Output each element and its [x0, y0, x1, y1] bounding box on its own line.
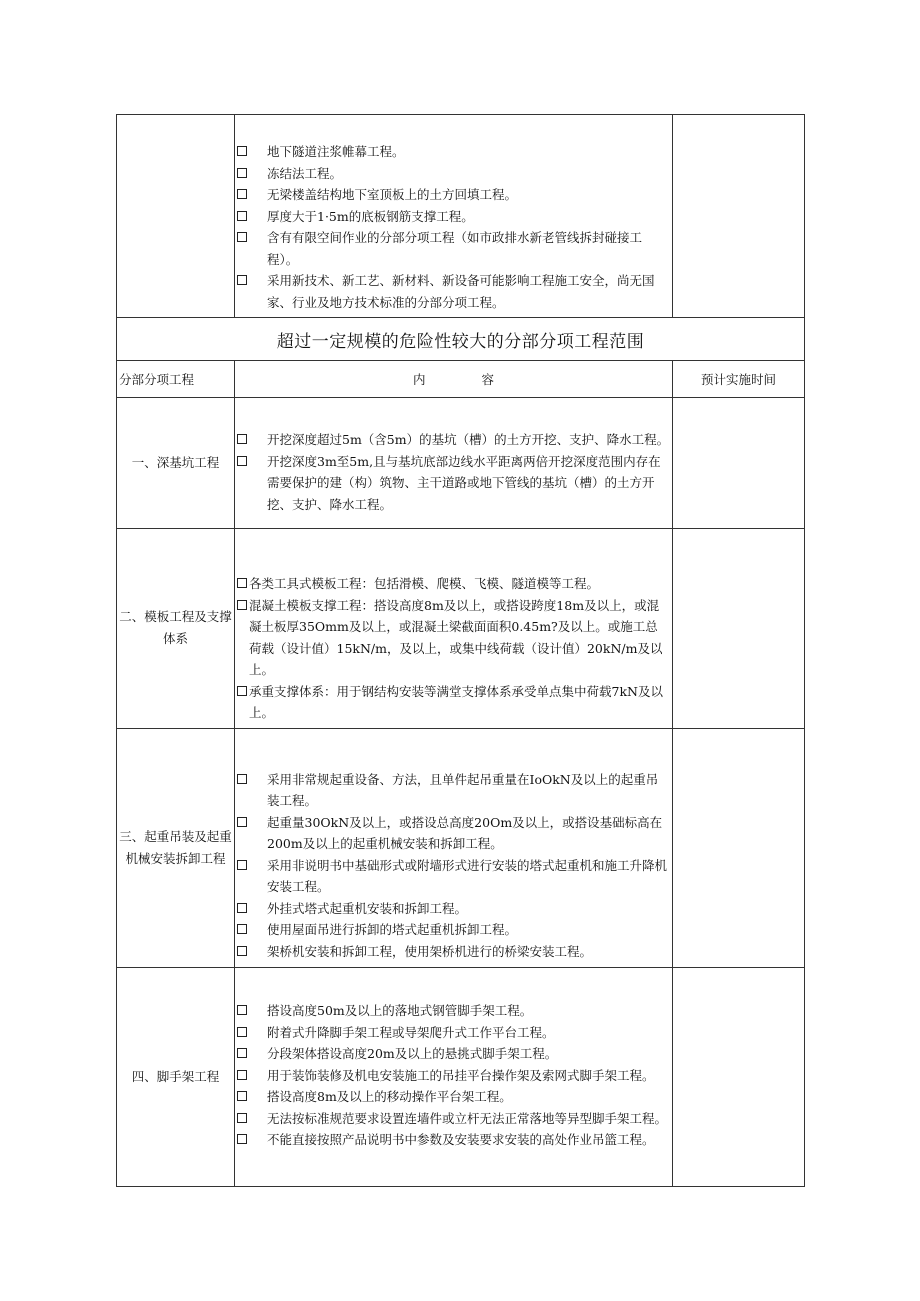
checkbox[interactable]	[237, 578, 247, 588]
time-cell[interactable]	[673, 728, 805, 967]
category-item-list	[235, 529, 672, 728]
checkbox[interactable]	[237, 1113, 247, 1123]
section-title: 超过一定规模的危险性较大的分部分项工程范围	[117, 318, 805, 361]
section-title-row	[117, 318, 805, 361]
continuation-row	[117, 115, 805, 318]
list-item[interactable]: 分段架体搭设高度20m及以上的悬挑式脚手架工程。	[237, 1043, 670, 1065]
category-name: 一、深基坑工程	[117, 398, 235, 529]
checkbox[interactable]	[237, 1091, 247, 1101]
checkbox[interactable]	[237, 817, 247, 827]
continuation-items-cell	[235, 115, 673, 318]
continuation-time-cell[interactable]	[673, 115, 805, 318]
category-row-formwork	[117, 529, 805, 729]
checkbox[interactable]	[237, 686, 247, 696]
category-row-lifting	[117, 728, 805, 967]
checkbox[interactable]	[237, 189, 247, 199]
category-name: 三、起重吊装及起重机械安装拆卸工程	[117, 728, 235, 967]
list-item[interactable]: 外挂式塔式起重机安装和拆卸工程。	[237, 898, 670, 920]
checkbox[interactable]	[237, 146, 247, 156]
checkbox[interactable]	[237, 1134, 247, 1144]
checkbox[interactable]	[237, 946, 247, 956]
category-row-deep-excavation	[117, 398, 805, 529]
category-row-scaffolding	[117, 967, 805, 1186]
list-item[interactable]: 冻结法工程。	[237, 163, 670, 185]
checkbox[interactable]	[237, 211, 247, 221]
checkbox[interactable]	[237, 434, 247, 444]
checkbox[interactable]	[237, 774, 247, 784]
list-item[interactable]: 开挖深度3m至5m,且与基坑底部边线水平距离两倍开挖深度范围内存在需要保护的建（构）筑物、主干道路或地下管线的基坑（槽）的土方开挖、支护、降水工程。	[237, 451, 670, 516]
checkbox[interactable]	[237, 1005, 247, 1015]
continuation-item-list	[235, 115, 672, 317]
continuation-category-cell	[117, 115, 235, 318]
list-item[interactable]: 用于装饰装修及机电安装施工的吊挂平台操作架及索网式脚手架工程。	[237, 1065, 670, 1087]
header-time: 预计实施时间	[673, 361, 805, 398]
table-header	[117, 361, 805, 398]
list-item[interactable]: 承重支撑体系：用于钢结构安装等满堂支撑体系承受单点集中荷载7kN及以上。	[237, 681, 670, 724]
time-cell[interactable]	[673, 967, 805, 1186]
list-item[interactable]: 搭设高度8m及以上的移动操作平台架工程。	[237, 1086, 670, 1108]
list-item[interactable]: 采用新技术、新工艺、新材料、新设备可能影响工程施工安全，尚无国家、行业及地方技术标准的分部分项工程。	[237, 270, 670, 313]
category-name: 二、模板工程及支撑体系	[117, 529, 235, 729]
hazard-scope-table	[116, 114, 805, 1187]
checkbox[interactable]	[237, 1027, 247, 1037]
list-item[interactable]: 使用屋面吊进行拆卸的塔式起重机拆卸工程。	[237, 919, 670, 941]
list-item[interactable]: 各类工具式模板工程：包括滑模、爬模、飞模、隧道模等工程。	[237, 573, 670, 595]
list-item[interactable]: 架桥机安装和拆卸工程，使用架桥机进行的桥梁安装工程。	[237, 941, 670, 963]
list-item[interactable]: 无梁楼盖结构地下室顶板上的土方回填工程。	[237, 184, 670, 206]
time-cell[interactable]	[673, 529, 805, 729]
list-item[interactable]: 混凝土模板支撑工程：搭设高度8m及以上，或搭设跨度18m及以上，或混凝土板厚35Omm及以上，或混凝土梁截面面积0.45m?及以上。或施工总荷载（设计值）15kN∕m，及以上，或集中线荷载（设计值）20kN∕m及以上。	[237, 595, 670, 681]
category-item-list	[235, 729, 672, 967]
header-content: 内 容	[235, 361, 673, 398]
checkbox[interactable]	[237, 456, 247, 466]
time-cell[interactable]	[673, 398, 805, 529]
list-item[interactable]: 不能直接按照产品说明书中参数及安装要求安装的高处作业吊篮工程。	[237, 1129, 670, 1151]
list-item[interactable]: 起重量30OkN及以上，或搭设总高度20Om及以上，或搭设基础标高在200m及以上的起重机械安装和拆卸工程。	[237, 812, 670, 855]
checkbox[interactable]	[237, 1048, 247, 1058]
checkbox[interactable]	[237, 275, 247, 285]
header-category: 分部分项工程	[117, 361, 235, 398]
category-item-list	[235, 998, 672, 1155]
category-item-list	[235, 407, 672, 519]
checkbox[interactable]	[237, 903, 247, 913]
list-item[interactable]: 厚度大于1·5m的底板钢筋支撑工程。	[237, 206, 670, 228]
list-item[interactable]: 采用非说明书中基础形式或附墙形式进行安装的塔式起重机和施工升降机安装工程。	[237, 855, 670, 898]
list-item[interactable]: 开挖深度超过5m（含5m）的基坑（槽）的土方开挖、支护、降水工程。	[237, 429, 670, 451]
checkbox[interactable]	[237, 1070, 247, 1080]
checkbox[interactable]	[237, 924, 247, 934]
list-item[interactable]: 附着式升降脚手架工程或导架爬升式工作平台工程。	[237, 1022, 670, 1044]
checkbox[interactable]	[237, 232, 247, 242]
list-item[interactable]: 搭设高度50m及以上的落地式钢管脚手架工程。	[237, 1000, 670, 1022]
checkbox[interactable]	[237, 600, 247, 610]
checkbox[interactable]	[237, 860, 247, 870]
checkbox[interactable]	[237, 168, 247, 178]
category-name: 四、脚手架工程	[117, 967, 235, 1186]
list-item[interactable]: 地下隧道注浆帷幕工程。	[237, 141, 670, 163]
list-item[interactable]: 无法按标准规范要求设置连墙件或立杆无法正常落地等异型脚手架工程。	[237, 1108, 670, 1130]
list-item[interactable]: 采用非常规起重设备、方法，且单件起吊重量在IoOkN及以上的起重吊装工程。	[237, 769, 670, 812]
list-item[interactable]: 含有有限空间作业的分部分项工程（如市政排水新老管线拆封碰接工程）。	[237, 227, 670, 270]
